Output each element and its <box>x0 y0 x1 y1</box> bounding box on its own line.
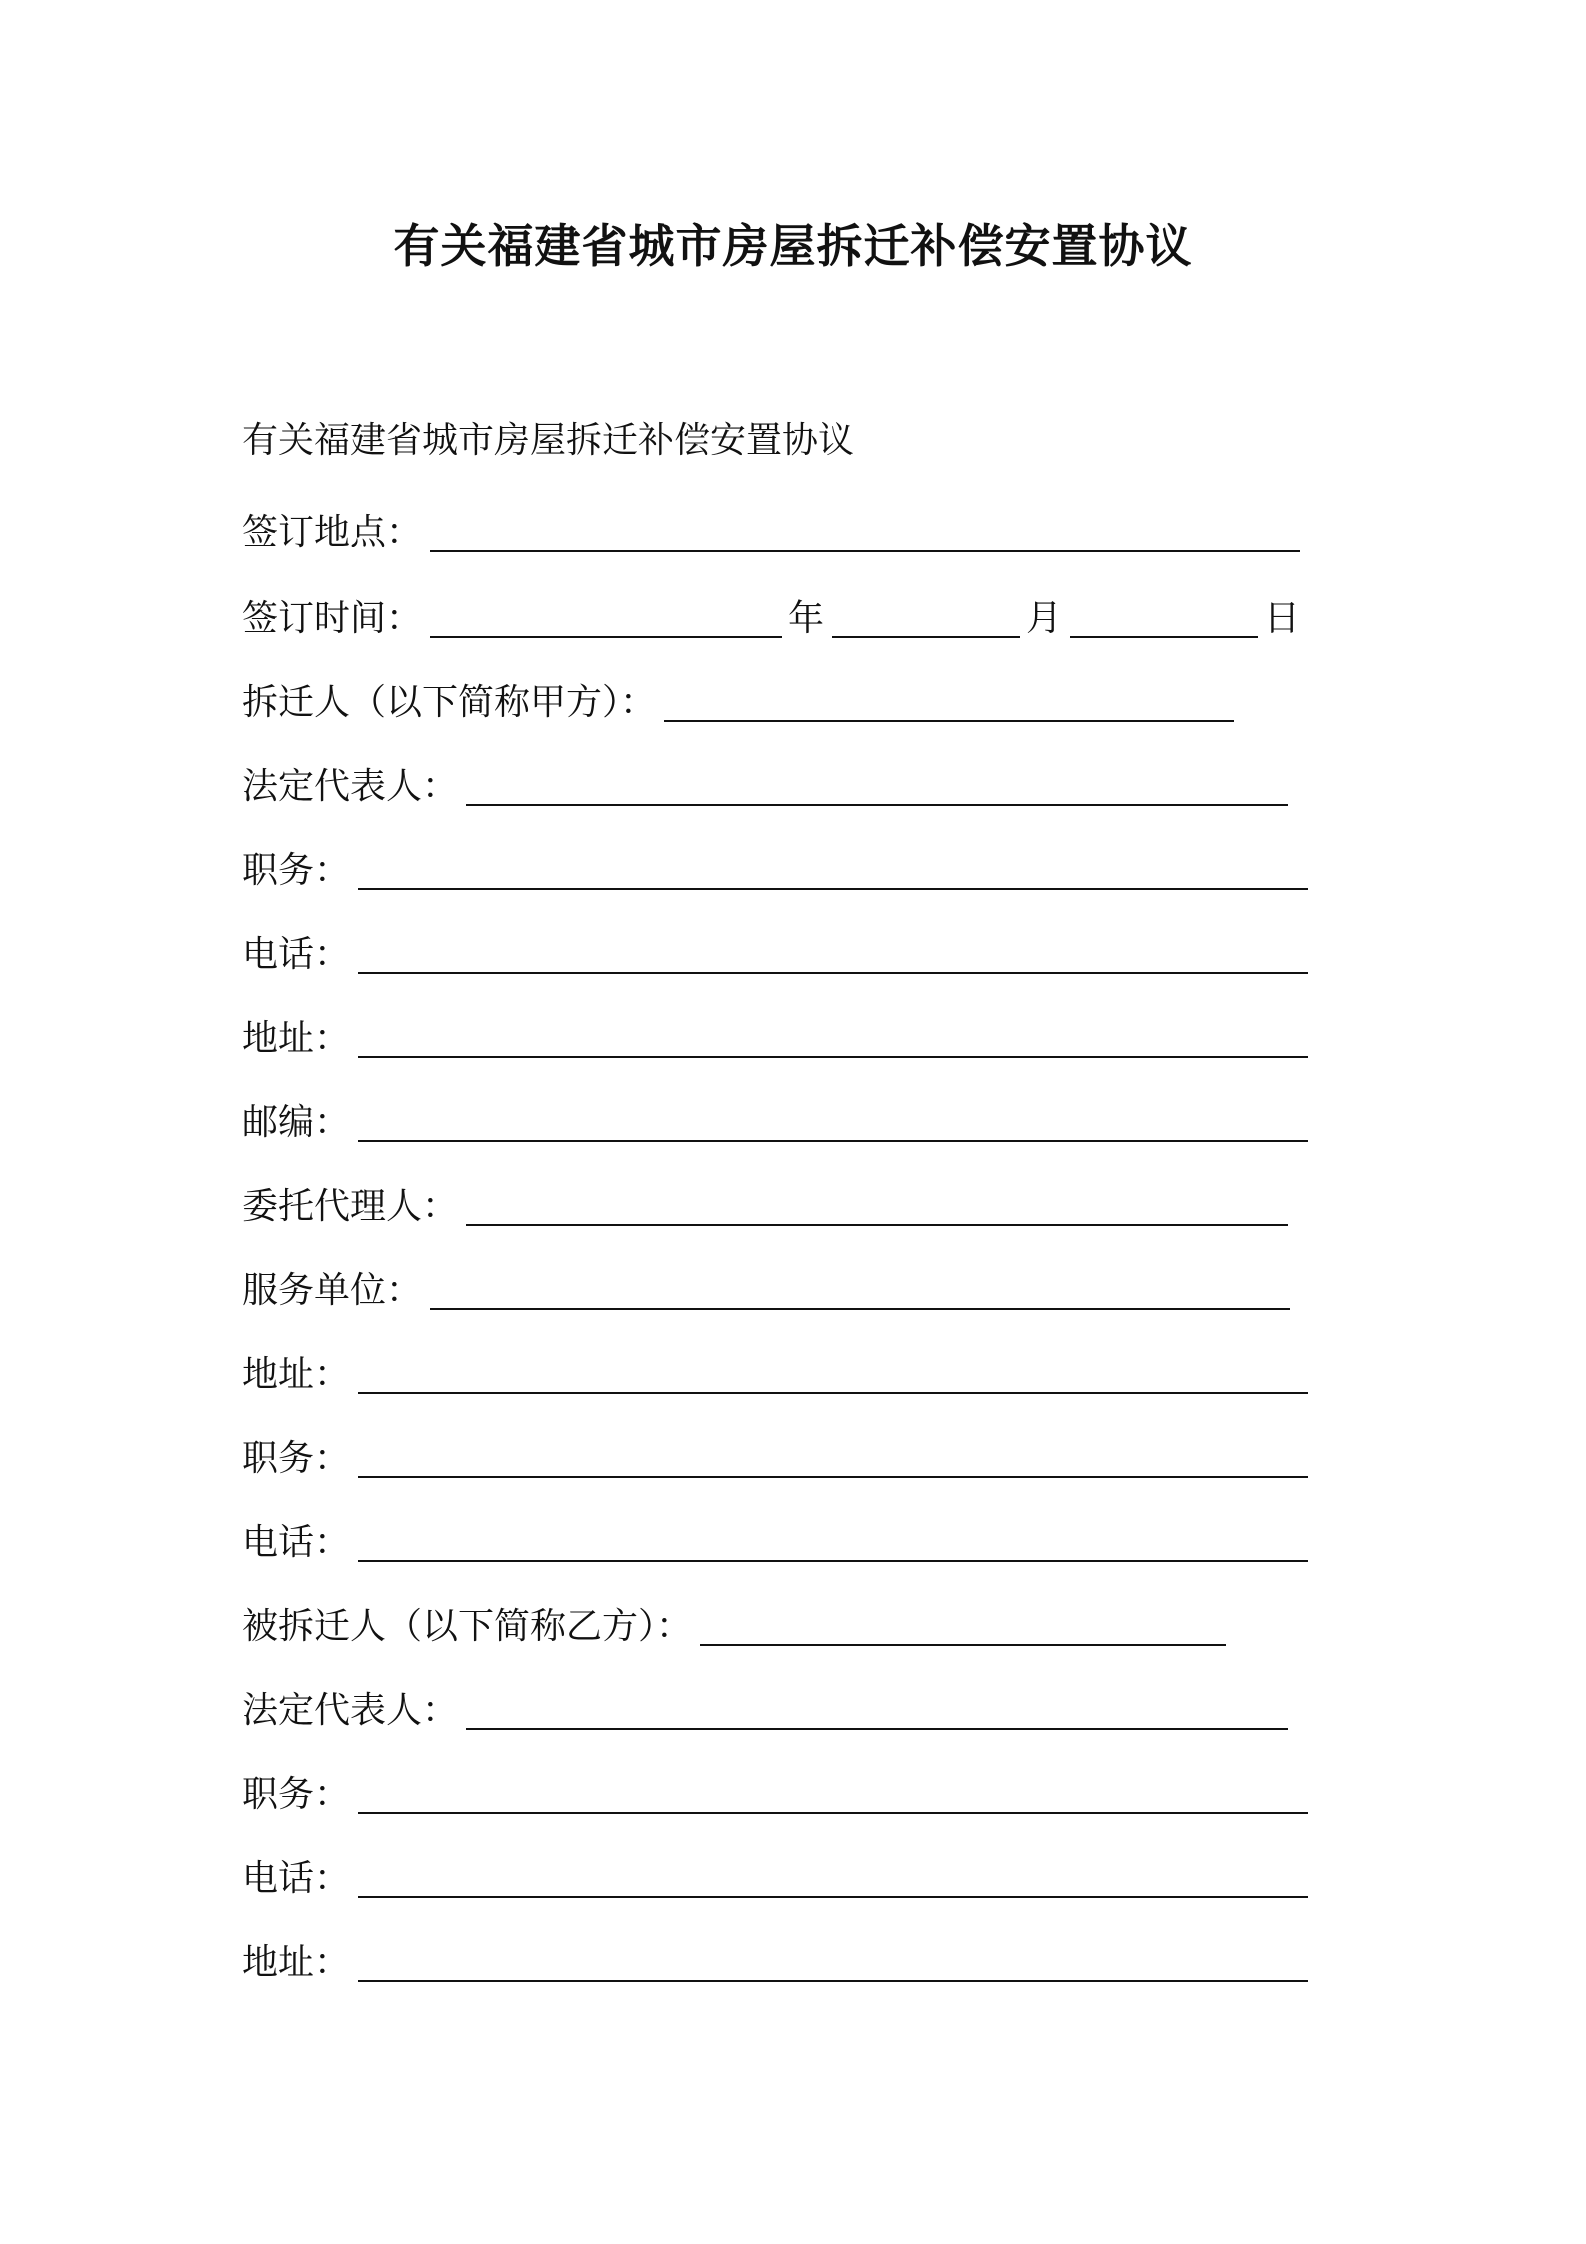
a-phone-label: 电话： <box>242 934 351 975</box>
agent-position-blank[interactable] <box>358 1440 1308 1478</box>
agent-address-label: 地址： <box>242 1354 351 1395</box>
b-legal-rep-row <box>242 1652 1312 1736</box>
a-address-blank[interactable] <box>358 1020 1308 1058</box>
agent-position-row <box>242 1400 1312 1484</box>
agent-position-label: 职务： <box>242 1438 351 1479</box>
party-b-blank[interactable] <box>700 1608 1226 1646</box>
a-legal-rep-row <box>242 728 1312 812</box>
b-position-row <box>242 1736 1312 1820</box>
agent-address-row <box>242 1316 1312 1400</box>
day-label: 日 <box>1264 598 1301 639</box>
month-label: 月 <box>1026 598 1063 639</box>
a-postcode-blank[interactable] <box>358 1104 1308 1142</box>
a-position-label: 职务： <box>242 850 351 891</box>
year-label: 年 <box>788 598 825 639</box>
a-address-row <box>242 980 1312 1064</box>
agent-employer-label: 服务单位： <box>242 1270 423 1311</box>
page-title: 有关福建省城市房屋拆迁补偿安置协议 <box>393 219 1193 273</box>
a-legal-rep-label: 法定代表人： <box>242 766 459 807</box>
day-blank[interactable] <box>1070 600 1258 638</box>
a-position-row <box>242 812 1312 896</box>
month-blank[interactable] <box>832 600 1020 638</box>
a-phone-blank[interactable] <box>358 936 1308 974</box>
party-a-blank[interactable] <box>664 684 1234 722</box>
agent-address-blank[interactable] <box>358 1356 1308 1394</box>
b-address-blank[interactable] <box>358 1944 1308 1982</box>
sign-time-row <box>242 558 1312 644</box>
a-position-blank[interactable] <box>358 852 1308 890</box>
sign-place-row <box>242 486 1312 558</box>
a-phone-row <box>242 896 1312 980</box>
sign-place-blank[interactable] <box>430 514 1300 552</box>
b-address-label: 地址： <box>242 1942 351 1983</box>
agent-employer-blank[interactable] <box>430 1272 1290 1310</box>
b-legal-rep-blank[interactable] <box>466 1692 1288 1730</box>
b-position-blank[interactable] <box>358 1776 1308 1814</box>
agent-blank[interactable] <box>466 1188 1288 1226</box>
a-postcode-label: 邮编： <box>242 1102 351 1143</box>
b-address-row <box>242 1904 1312 1988</box>
agent-row <box>242 1148 1312 1232</box>
party-a-label: 拆迁人（以下简称甲方）： <box>242 682 657 723</box>
b-phone-blank[interactable] <box>358 1860 1308 1898</box>
party-a-row <box>242 644 1312 728</box>
agent-phone-blank[interactable] <box>358 1524 1308 1562</box>
agent-employer-row <box>242 1232 1312 1316</box>
party-b-row <box>242 1568 1312 1652</box>
form-fields <box>242 486 1312 1988</box>
year-blank[interactable] <box>430 600 782 638</box>
a-address-label: 地址： <box>242 1018 351 1059</box>
agent-label: 委托代理人： <box>242 1186 459 1227</box>
sign-place-label: 签订地点： <box>242 512 423 553</box>
document-subtitle: 有关福建省城市房屋拆迁补偿安置协议 <box>242 420 855 461</box>
b-position-label: 职务： <box>242 1774 351 1815</box>
b-phone-row <box>242 1820 1312 1904</box>
a-postcode-row <box>242 1064 1312 1148</box>
a-legal-rep-blank[interactable] <box>466 768 1288 806</box>
agent-phone-row <box>242 1484 1312 1568</box>
party-b-label: 被拆迁人（以下简称乙方）： <box>242 1606 693 1647</box>
b-legal-rep-label: 法定代表人： <box>242 1690 459 1731</box>
agent-phone-label: 电话： <box>242 1522 351 1563</box>
sign-time-label: 签订时间： <box>242 598 423 639</box>
b-phone-label: 电话： <box>242 1858 351 1899</box>
